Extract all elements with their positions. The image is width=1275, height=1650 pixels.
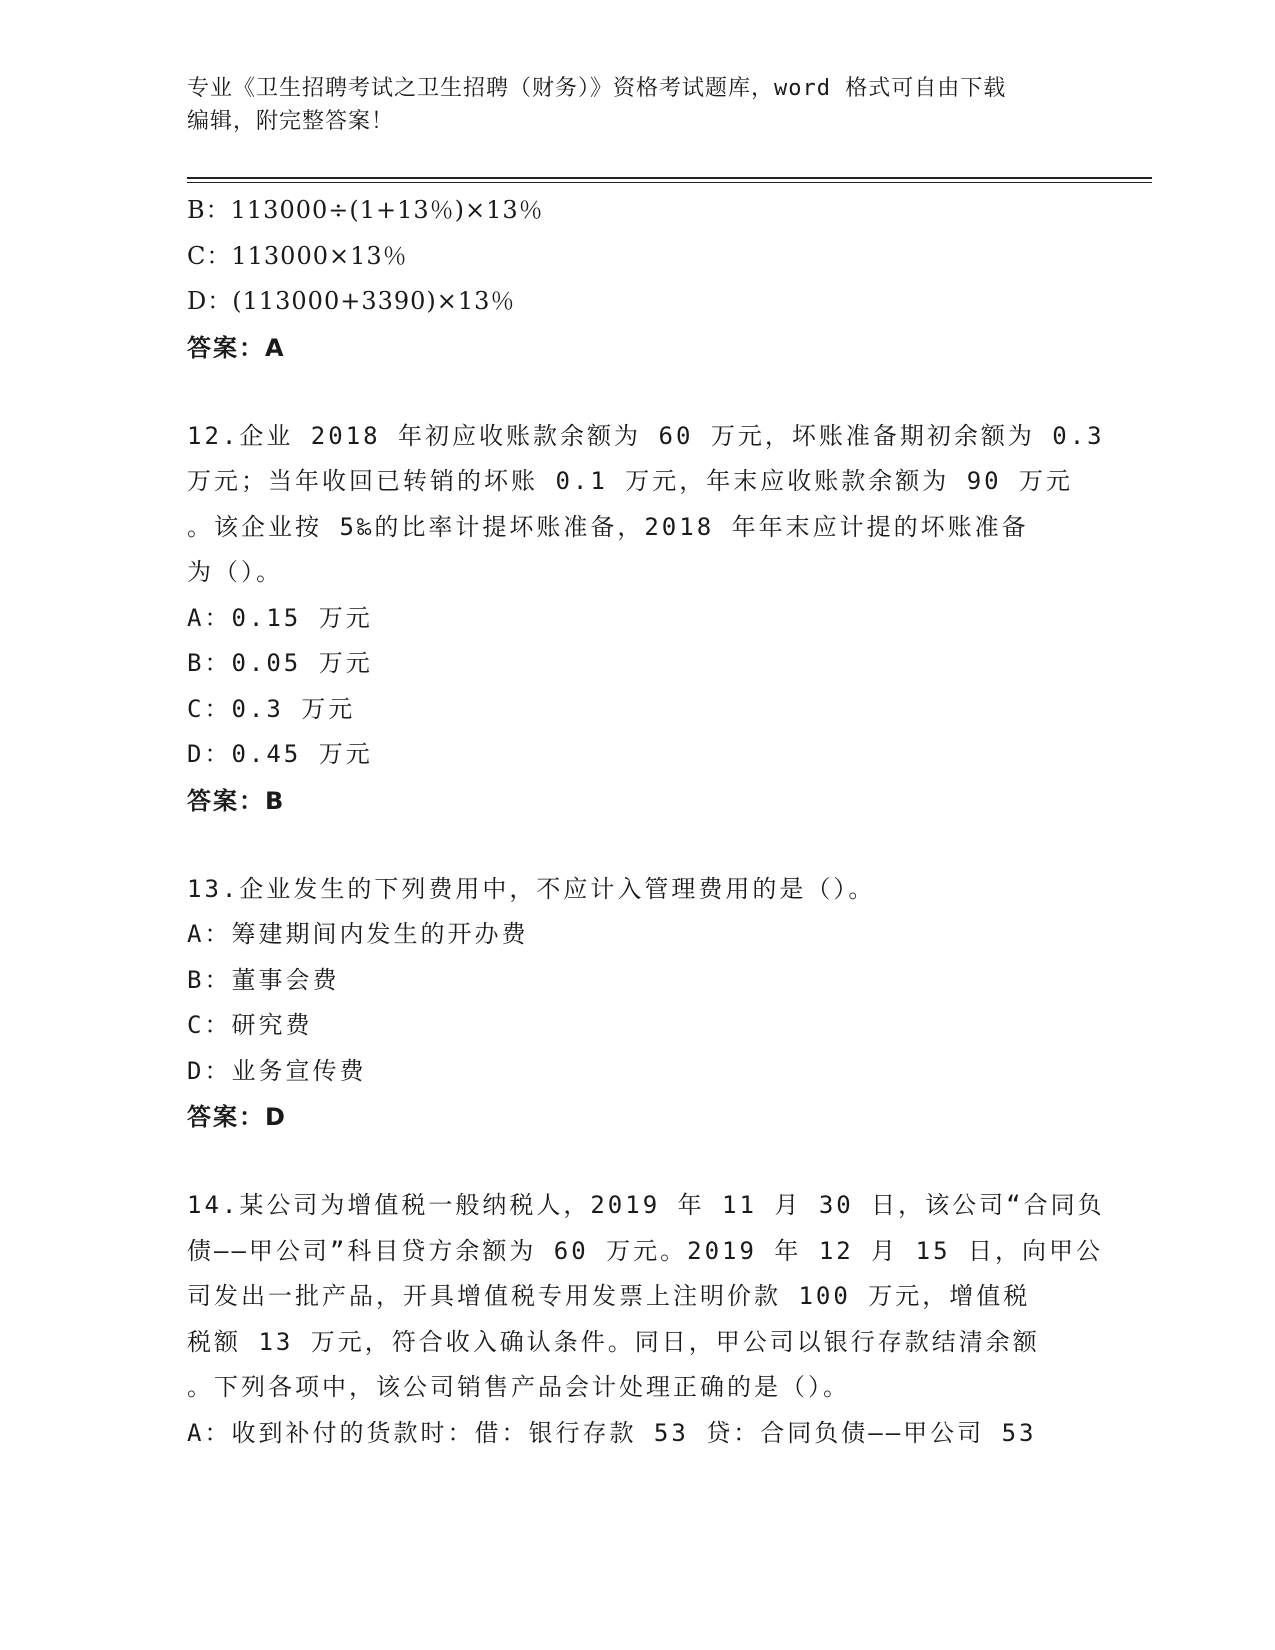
header-line-1: 专业《卫生招聘考试之卫生招聘（财务）》资格考试题库，word 格式可自由下载 [187,76,1007,101]
spacer [187,371,1087,414]
answer: 答案：A [187,333,286,362]
question-text-line: 12.企业 2018 年初应收账款余额为 60 万元，坏账准备期初余额为 0.3 [187,421,1105,450]
option-b: B：0.05 万元 [187,649,373,677]
option-c: C：113000×13％ [187,241,408,270]
option-c: C：0.3 万元 [187,694,356,723]
question-text-line: 为（）。 [187,558,283,586]
option-a: A：收到补付的货款时：借：银行存款 53 贷：合同负债——甲公司 53 [187,1418,1037,1447]
answer: 答案：B [187,786,286,815]
question-text-line: 税额 13 万元，符合收入确认条件。同日，甲公司以银行存款结清余额 [187,1327,1040,1356]
question-14 [187,1183,1105,1456]
question-text-line: 万元；当年收回已转销的坏账 0.1 万元，年末应收账款余额为 90 万元 [187,467,1074,495]
question-text-line: 司发出一批产品，开具增值税专用发票上注明价款 100 万元，增值税 [187,1282,1031,1310]
option-d: D：业务宣传费 [187,1056,367,1085]
header-rule-thin [187,182,1152,183]
question-11-tail [187,188,1087,371]
header-line-2: 编辑，附完整答案！ [187,109,395,134]
spacer [187,824,1087,867]
option-a: A：0.15 万元 [187,603,373,632]
question-list [187,188,1105,1456]
question-text-line: 。下列各项中，该公司销售产品会计处理正确的是（）。 [187,1373,850,1401]
header-rule-thick [187,177,1152,179]
option-d: D：0.45 万元 [187,740,373,768]
option-b: B：113000÷(1+13％)×13％ [187,196,544,224]
question-text-line: 债——甲公司”科目贷方余额为 60 万元。2019 年 12 月 15 日，向甲公 [187,1236,1103,1265]
option-a: A：筹建期间内发生的开办费 [187,920,529,948]
answer: 答案：D [187,1103,287,1131]
question-text-line: 。该企业按 5‰的比率计提坏账准备，2018 年年末应计提的坏账准备 [187,512,1029,541]
option-c: C：研究费 [187,1011,313,1039]
option-b: B：董事会费 [187,965,340,994]
question-text-line: 13.企业发生的下列费用中，不应计入管理费用的是（）。 [187,874,876,903]
question-12 [187,414,1105,824]
question-13 [187,867,1087,1141]
question-text-line: 14.某公司为增值税一般纳税人，2019 年 11 月 30 日，该公司“合同负 [187,1191,1105,1219]
option-d: D：(113000+3390)×13％ [187,287,516,315]
spacer [187,1140,1087,1183]
document-header [187,72,1087,138]
